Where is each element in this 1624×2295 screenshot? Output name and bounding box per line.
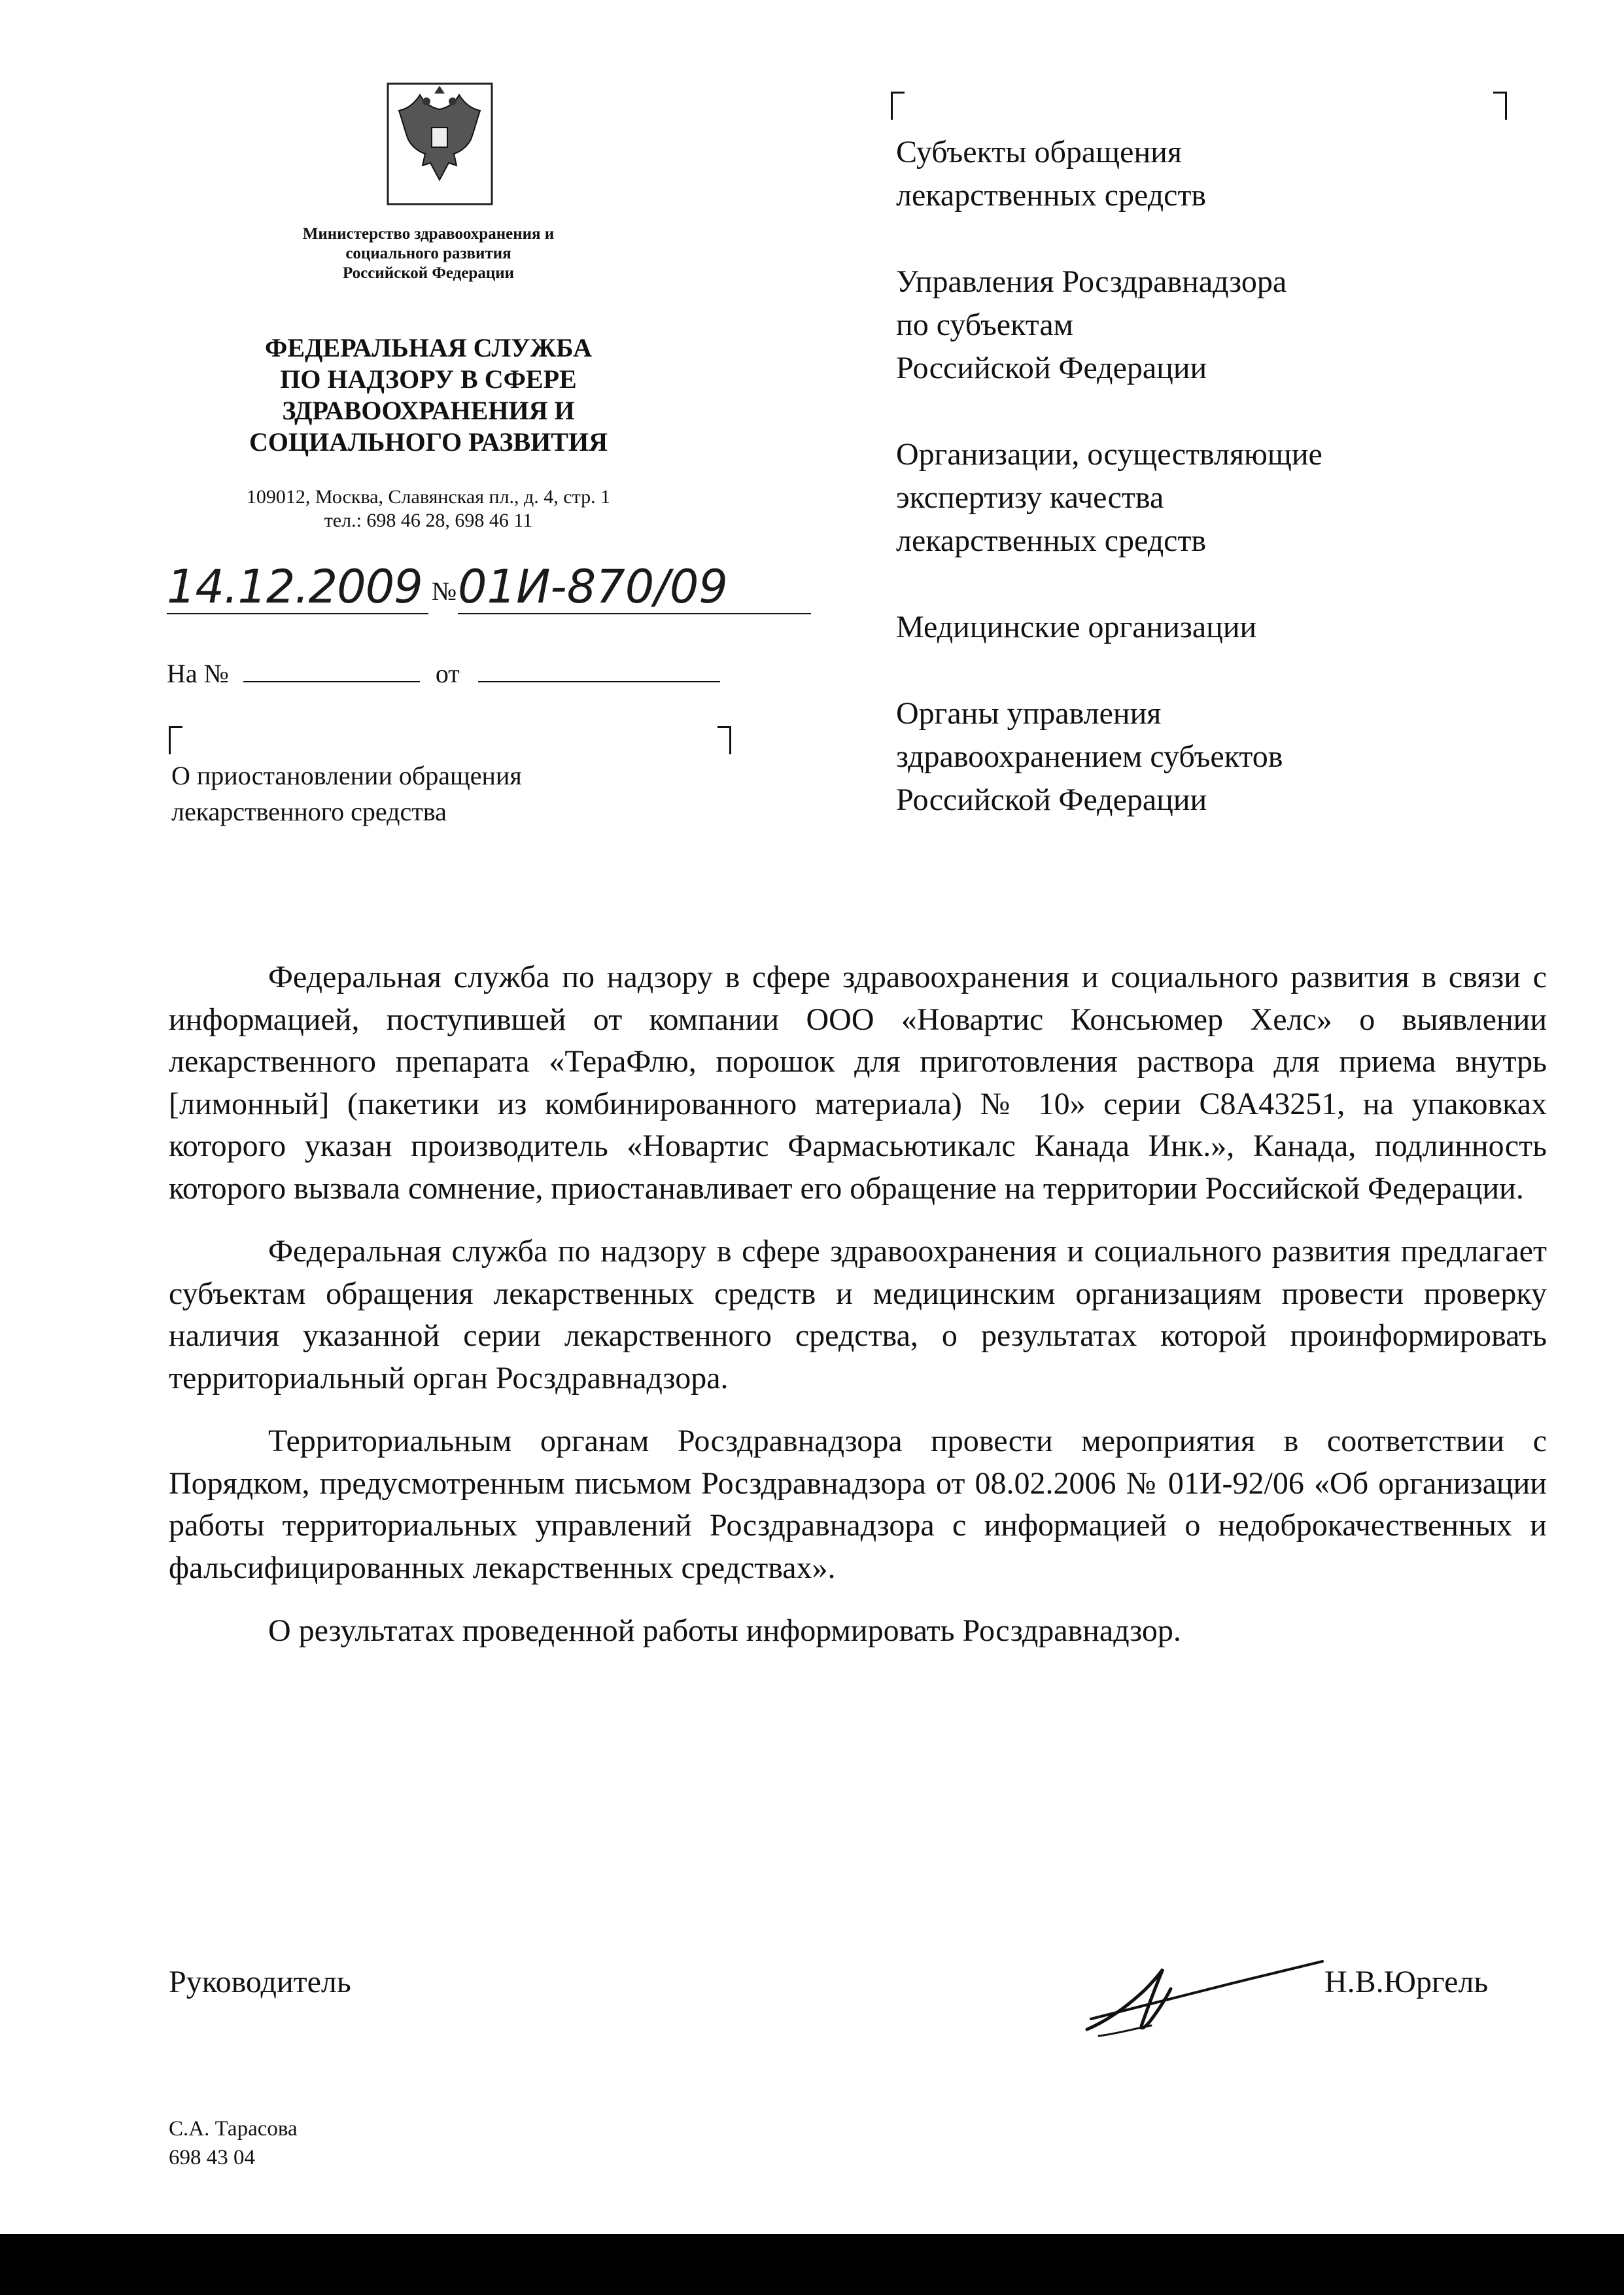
signatory-name: Н.В.Юргель <box>1324 1965 1489 1999</box>
service-address <box>164 485 693 533</box>
ministry-line: Российской Федерации <box>342 264 515 282</box>
reference-date-blank <box>478 657 720 682</box>
coat-of-arms-icon <box>386 82 494 206</box>
executor-info <box>169 2114 298 2172</box>
reference-number-blank <box>243 657 420 682</box>
subject-bracket-left <box>169 726 182 754</box>
reference-date-label: от <box>435 659 460 688</box>
service-name <box>170 332 687 458</box>
subject-line: лекарственного средства <box>171 797 447 826</box>
date-underline <box>167 613 428 614</box>
service-line: ФЕДЕРАЛЬНАЯ СЛУЖБА <box>265 333 592 362</box>
scan-border <box>0 2234 1624 2295</box>
addressee-bracket-right <box>1493 92 1507 120</box>
registration-date: 14.12.2009 <box>167 560 423 614</box>
addressee: Медицинские организации <box>896 610 1257 644</box>
letter-body <box>169 956 1547 1673</box>
addressee-bracket-left <box>891 92 905 120</box>
service-line: ПО НАДЗОРУ В СФЕРЕ <box>280 364 577 394</box>
addressee: Органы управления здравоохранением субъектов Российской Федерации <box>896 696 1283 817</box>
letter-subject <box>171 758 668 830</box>
service-line: ЗДРАВООХРАНЕНИЯ И <box>282 396 575 425</box>
service-line: СОЦИАЛЬНОГО РАЗВИТИЯ <box>249 427 608 457</box>
body-paragraph: Федеральная служба по надзору в сфере здравоохранения и социального развития в связи с информацией, поступившей от компании ООО «Новартис Консьюмер Хелс» о выявлении лекарственного препарата «ТераФлю, порошок для приготовления раствора для приема внутрь [лимонный] (пакетики из комбинированного материала) № 10» серии C8A43251, на упаковках которого указан производитель «Новартис Фармасьютикалс Канада Инк.», Канада, подлинность которого вызвала сомнение, приостанавливает его обращение на территории Российской Федерации. <box>169 960 1547 1206</box>
body-paragraph: Федеральная служба по надзору в сфере здравоохранения и социального развития предлагает субъектам обращения лекарственных средств и медицинским организациям провести проверку наличия указанной серии лекарственного средства, о результатах которой проинформировать территориальный орган Росздравнадзора. <box>169 1234 1547 1395</box>
executor-phone: 698 43 04 <box>169 2146 255 2169</box>
phone-line: тел.: 698 46 28, 698 46 11 <box>324 510 533 531</box>
ministry-line: Министерство здравоохранения и <box>302 225 555 243</box>
body-paragraph: О результатах проведенной работы информировать Росздравнадзор. <box>268 1613 1181 1648</box>
executor-name: С.А. Тарасова <box>169 2117 298 2141</box>
registration-number-sign: № <box>432 576 457 606</box>
ministry-name <box>196 224 661 283</box>
ministry-line: социального развития <box>345 245 511 262</box>
number-underline <box>458 613 811 614</box>
addressee: Управления Росздравнадзора по субъектам Российской Федерации <box>896 264 1287 385</box>
addressee: Субъекты обращения лекарственных средств <box>896 135 1207 213</box>
reference-number-label: На № <box>167 659 229 688</box>
registration-number: 01И-870/09 <box>458 560 728 614</box>
subject-line: О приостановлении обращения <box>171 761 522 790</box>
reference-row <box>167 657 720 690</box>
handwritten-signature-icon <box>1079 1956 1328 2041</box>
body-paragraph: Территориальным органам Росздравнадзора провести мероприятия в соответствии с Порядком, предусмотренным письмом Росздравнадзора от 08.02.2006 № 01И-92/06 «Об организации работы территориальных управлений Росздравнадзора с информацией о недоброкачественных и фальсифицированных лекарственных средствах». <box>169 1424 1547 1585</box>
subject-bracket-right <box>717 726 731 754</box>
signatory-position: Руководитель <box>169 1965 351 1999</box>
addressee-list <box>896 131 1550 865</box>
address-line: 109012, Москва, Славянская пл., д. 4, стр. 1 <box>246 486 611 508</box>
addressee: Организации, осуществляющие экспертизу качества лекарственных средств <box>896 437 1322 558</box>
